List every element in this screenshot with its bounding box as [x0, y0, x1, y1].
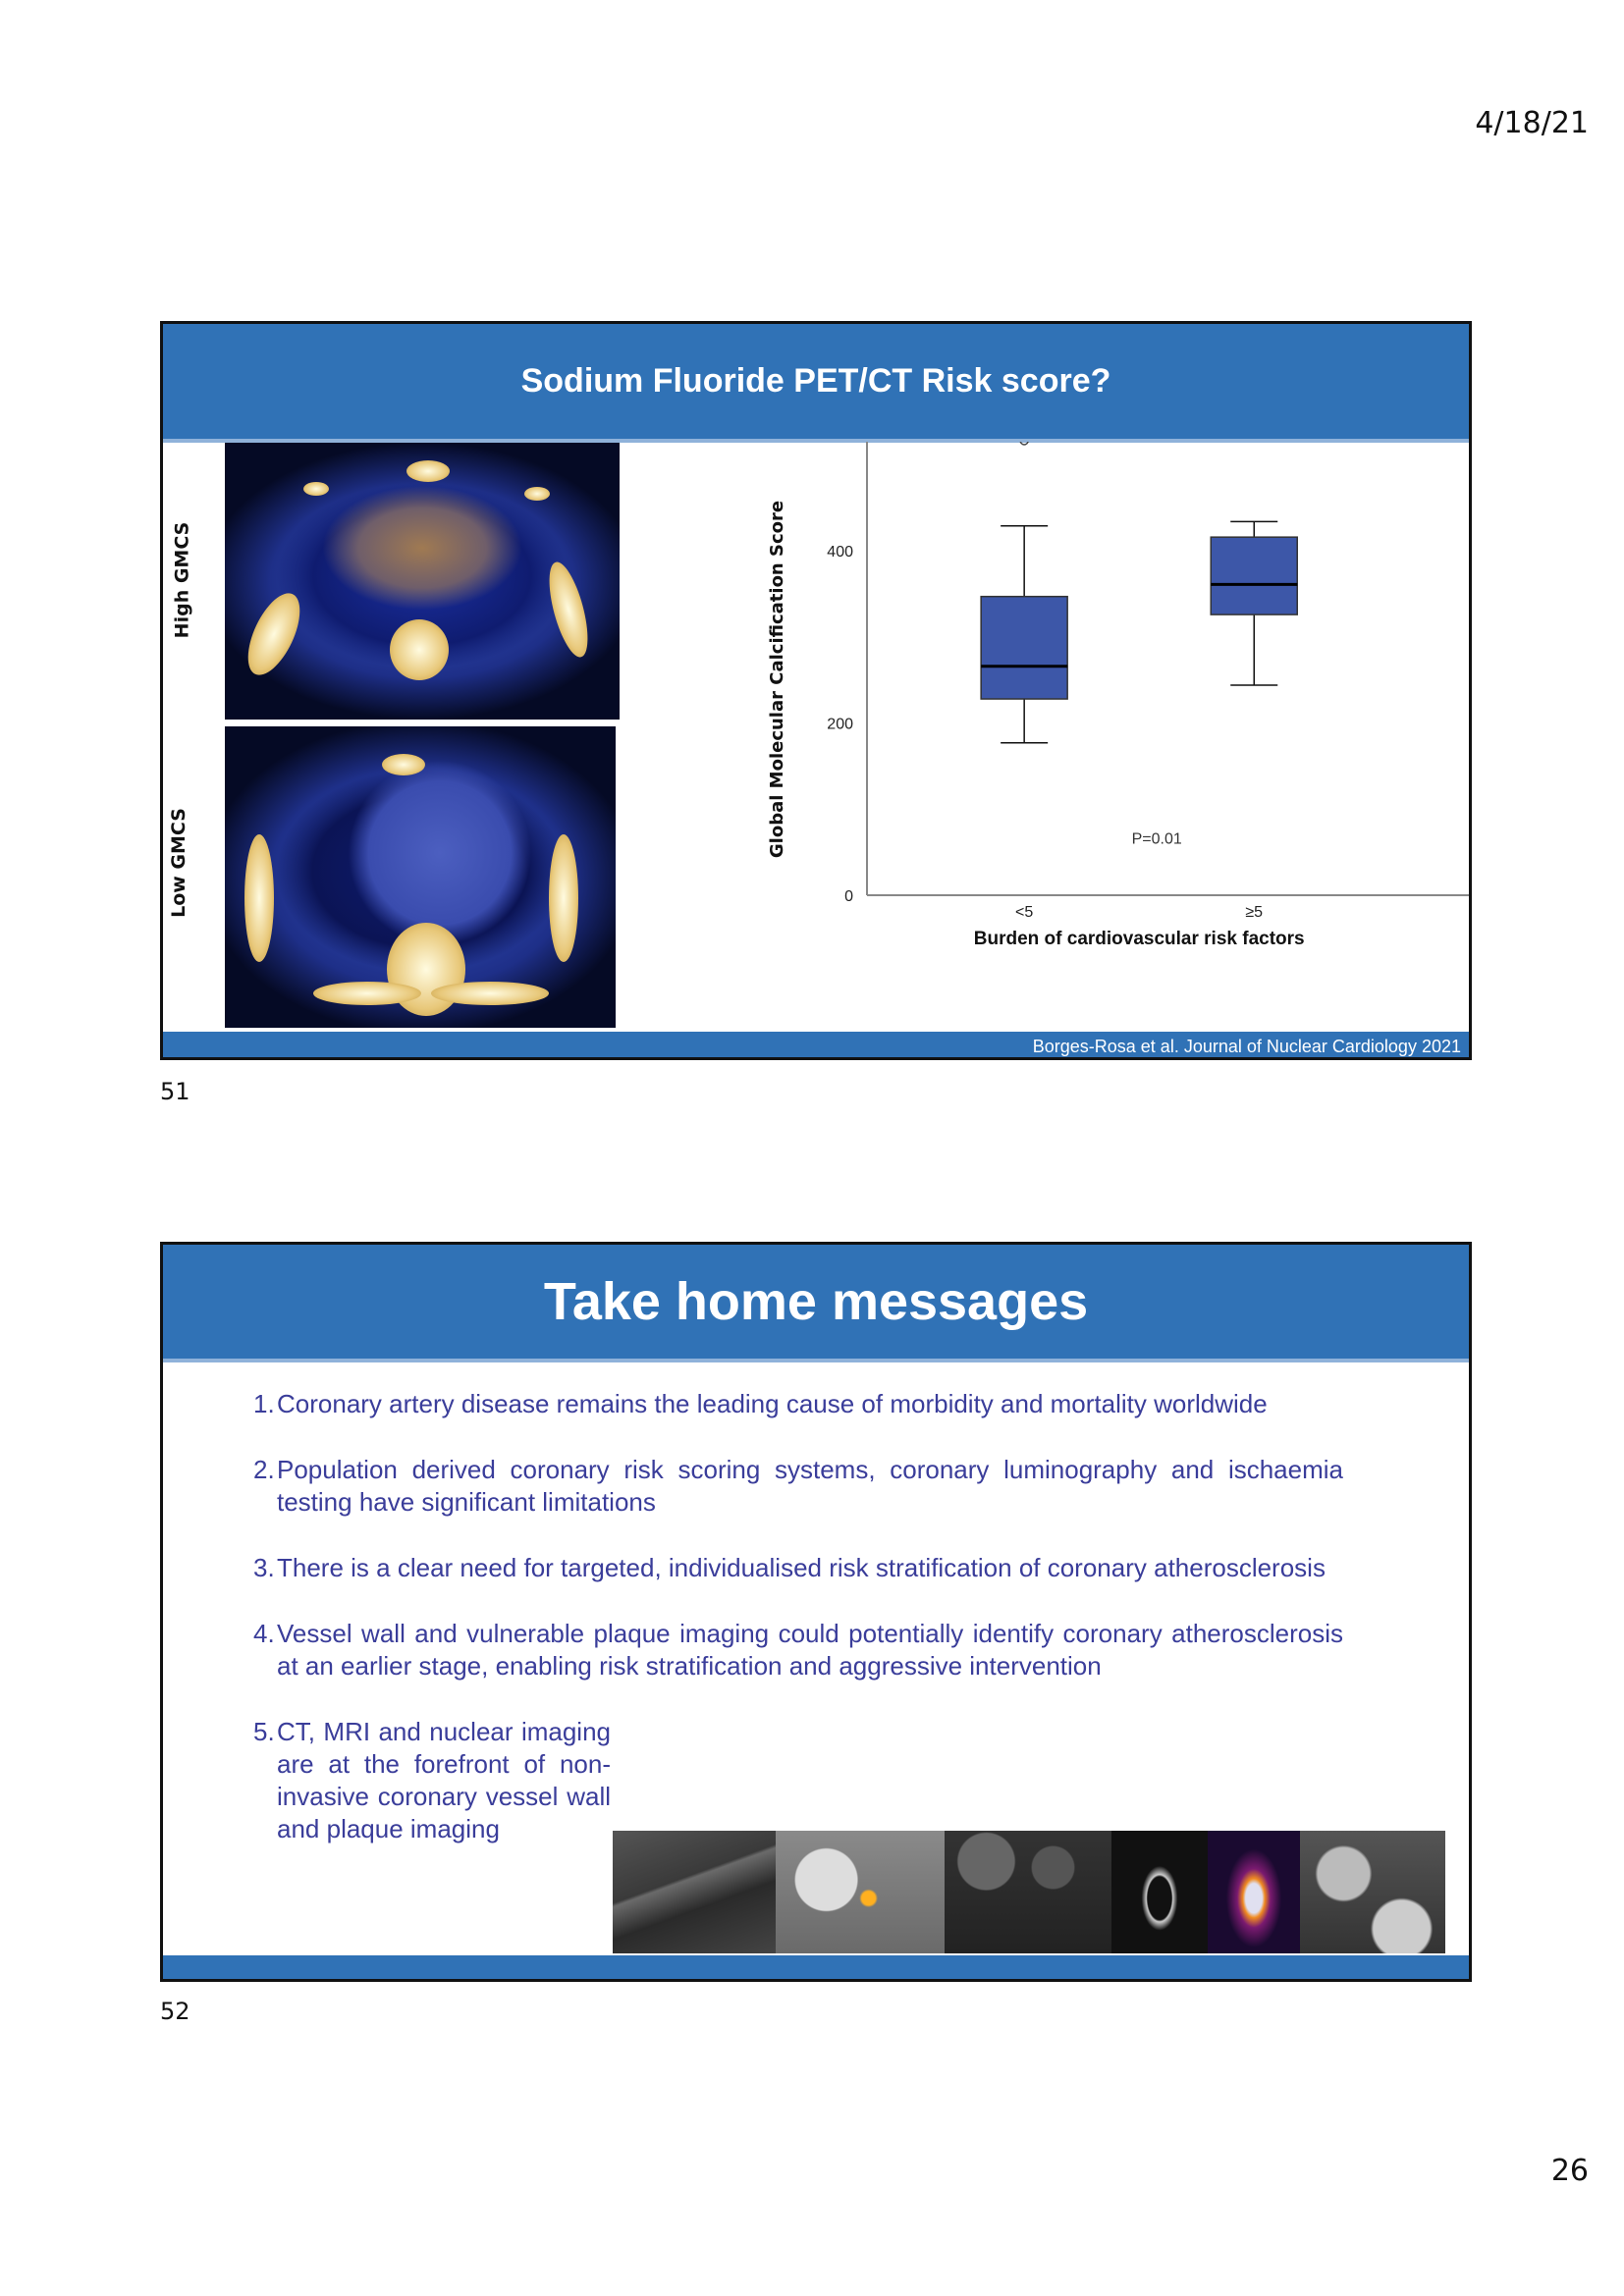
x-tick-label: <5: [1015, 904, 1034, 921]
pet-mr-image: [1208, 1831, 1300, 1953]
box-iqr: [981, 597, 1067, 699]
message-item: 5. CT, MRI and nuclear imaging are at the forefront of non-invasive coronary vessel wall and plaque imaging: [253, 1717, 611, 1843]
message-item: 4. Vessel wall and vulnerable plaque imaging could potentially identify coronary atherosclerosis at an earlier stage, enabling risk stratification and aggressive intervention: [253, 1619, 1343, 1681]
mr-angiography-image: [1300, 1831, 1445, 1953]
pet-ct-image-high-gmcs: [225, 443, 620, 720]
ct-angiography-image: [613, 1831, 776, 1953]
box-plot-chart: [620, 442, 1472, 1011]
slide-number: 51: [160, 1078, 190, 1105]
mri-plaque-image: [945, 1831, 1111, 1953]
x-axis-label: Burden of cardiovascular risk factors: [973, 929, 1305, 949]
pet-ct-image-low-gmcs: [225, 726, 616, 1028]
outlier-point: [1020, 442, 1028, 445]
mri-vessel-wall-image: [1111, 1831, 1208, 1953]
slide-number: 52: [160, 1998, 190, 2025]
y-tick-label: 0: [844, 888, 853, 905]
slide-title: Take home messages: [163, 1245, 1469, 1359]
page-date: 4/18/21: [1475, 106, 1589, 140]
slide-52: [160, 1242, 1472, 1982]
message-list: [253, 1388, 1343, 1879]
box-iqr: [1211, 537, 1297, 614]
slide-title: Sodium Fluoride PET/CT Risk score?: [163, 324, 1469, 439]
slide-51: [160, 321, 1472, 1060]
message-item: 1. Coronary artery disease remains the leading cause of morbidity and mortality worldwide: [253, 1389, 1268, 1418]
citation: Borges-Rosa et al. Journal of Nuclear Cardiology 2021: [1032, 1037, 1461, 1056]
row-label-high-gmcs: High GMCS: [171, 521, 193, 639]
imaging-examples-strip: [613, 1831, 1445, 1953]
x-tick-label: ≥5: [1245, 904, 1264, 921]
message-item: 2. Population derived coronary risk scoring systems, coronary luminography and ischaemia testing have significant limitations: [253, 1455, 1343, 1517]
y-tick-label: 200: [827, 716, 853, 733]
p-value-annotation: P=0.01: [1131, 830, 1182, 848]
page-number: 26: [1550, 2154, 1589, 2188]
y-tick-label: 400: [827, 544, 853, 561]
pet-ct-fusion-image: [776, 1831, 945, 1953]
y-axis-label: Global Molecular Calcification Score: [767, 500, 787, 859]
message-item: 3. There is a clear need for targeted, individualised risk stratification of coronary atherosclerosis: [253, 1553, 1326, 1582]
footer-bar: [163, 1032, 1469, 1057]
row-label-low-gmcs: Low GMCS: [167, 808, 189, 918]
footer-bar: [163, 1955, 1469, 1979]
